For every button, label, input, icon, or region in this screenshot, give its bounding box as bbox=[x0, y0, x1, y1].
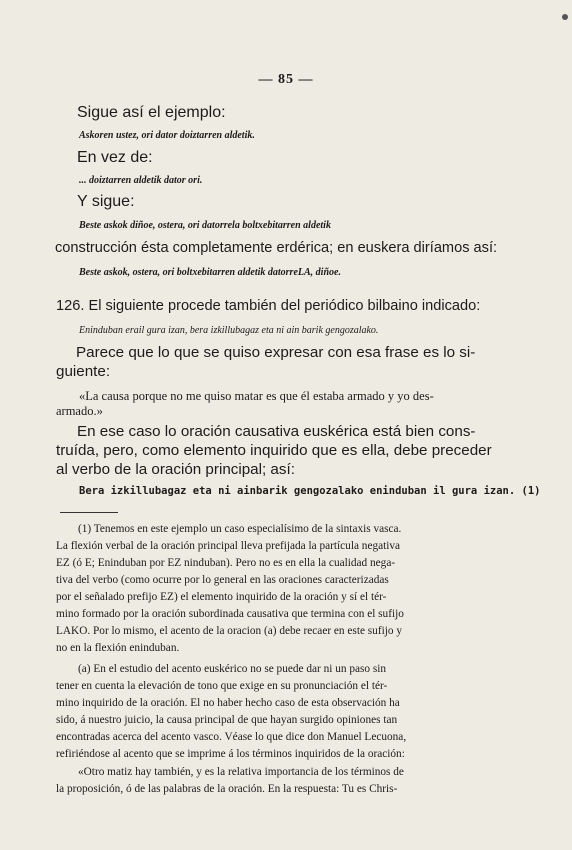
quote-line-2: armado.» bbox=[56, 404, 103, 418]
footnote-line: refiriéndose al acento que se imprime á los términos inquiridos de la oración: bbox=[56, 748, 405, 760]
intro-line-3: Y sigue: bbox=[77, 193, 135, 210]
example-4: Beste askok, ostera, ori boltxebitarren aldetik datorreLA, diñoe. bbox=[79, 267, 341, 278]
paragraph-2-line-1: Parece que lo que se quiso expresar con esa frase es lo si- bbox=[76, 344, 476, 361]
footnote-line: no en la flexión eninduban. bbox=[56, 642, 180, 654]
footnote-line: tiva del verbo (como ocurre por lo general en las oraciones caracterizadas bbox=[56, 574, 389, 586]
example-6: Bera izkillubagaz eta ni ainbarik gengozalako eninduban il gura izan. (1) bbox=[79, 485, 541, 497]
footnote-line: la proposición, ó de las palabras de la oración. En la respuesta: Tu es Chris- bbox=[56, 783, 398, 795]
quote-line-1: «La causa porque no me quiso matar es que él estaba armado y yo des- bbox=[79, 389, 434, 403]
footnote-line: «Otro matiz hay también, y es la relativa importancia de los términos de bbox=[78, 766, 404, 778]
example-1: Askoren ustez, ori dator doiztarren aldetik. bbox=[79, 130, 255, 141]
footnote-line: sido, á nuestro juicio, la causa principal de que hayan surgido opiniones tan bbox=[56, 714, 398, 726]
footnote-line: (a) En el estudio del acento euskérico no se puede dar ni un paso sin bbox=[78, 663, 387, 675]
section-126: 126. El siguiente procede también del periódico bilbaino indicado: bbox=[56, 298, 481, 314]
example-5: Eninduban erail gura izan, bera izkillubagaz eta ni ain barik gengozalako. bbox=[79, 325, 379, 336]
paragraph-3-line-2: truída, pero, como elemento inquirido que es ella, debe preceder bbox=[56, 442, 492, 459]
footnote-line: EZ (ó E; Eninduban por EZ ninduban). Pero no es en ella la cualidad nega- bbox=[56, 557, 396, 569]
footnote-divider bbox=[60, 512, 118, 513]
footnote-line: LAKO. Por lo mismo, el acento de la oracion (a) debe recaer en este sufijo y bbox=[56, 625, 402, 637]
page-number: — 85 — bbox=[258, 72, 314, 87]
footnote-line: (1) Tenemos en este ejemplo un caso especialísimo de la sintaxis vasca. bbox=[78, 523, 402, 535]
intro-line-1: Sigue así el ejemplo: bbox=[77, 104, 226, 121]
paragraph-2-line-2: guiente: bbox=[56, 363, 111, 380]
example-2: ... doiztarren aldetik dator ori. bbox=[79, 175, 203, 186]
footnote-line: La flexión verbal de la oración principal lleva prefijada la partícula negativa bbox=[56, 540, 401, 552]
paragraph-3-line-3: al verbo de la oración principal; así: bbox=[56, 461, 295, 478]
footnote-line: tener en cuenta la elevación de tono que exige en su pronunciación el tér- bbox=[56, 680, 388, 692]
paragraph-3-line-1: En ese caso lo oración causativa euskérica está bien cons- bbox=[77, 423, 476, 440]
corner-mark bbox=[562, 14, 568, 20]
paragraph-1: construcción ésta completamente erdérica; en euskera diríamos así: bbox=[55, 240, 498, 256]
intro-line-2: En vez de: bbox=[77, 149, 153, 166]
example-3: Beste askok diñoe, ostera, ori datorrela boltxebitarren aldetik bbox=[79, 220, 331, 231]
footnote-line: encontradas acerca del acento vasco. Véase lo que dice don Manuel Lecuona, bbox=[56, 731, 407, 743]
footnote-line: por el señalado prefijo EZ) el elemento inquirido de la oración y sí el tér- bbox=[56, 591, 387, 603]
footnote-line: mino formado por la oración subordinada causativa que termina con el sufijo bbox=[56, 608, 404, 620]
footnote-line: mino inquirido de la oración. El no haber hecho caso de esta observación ha bbox=[56, 697, 400, 709]
